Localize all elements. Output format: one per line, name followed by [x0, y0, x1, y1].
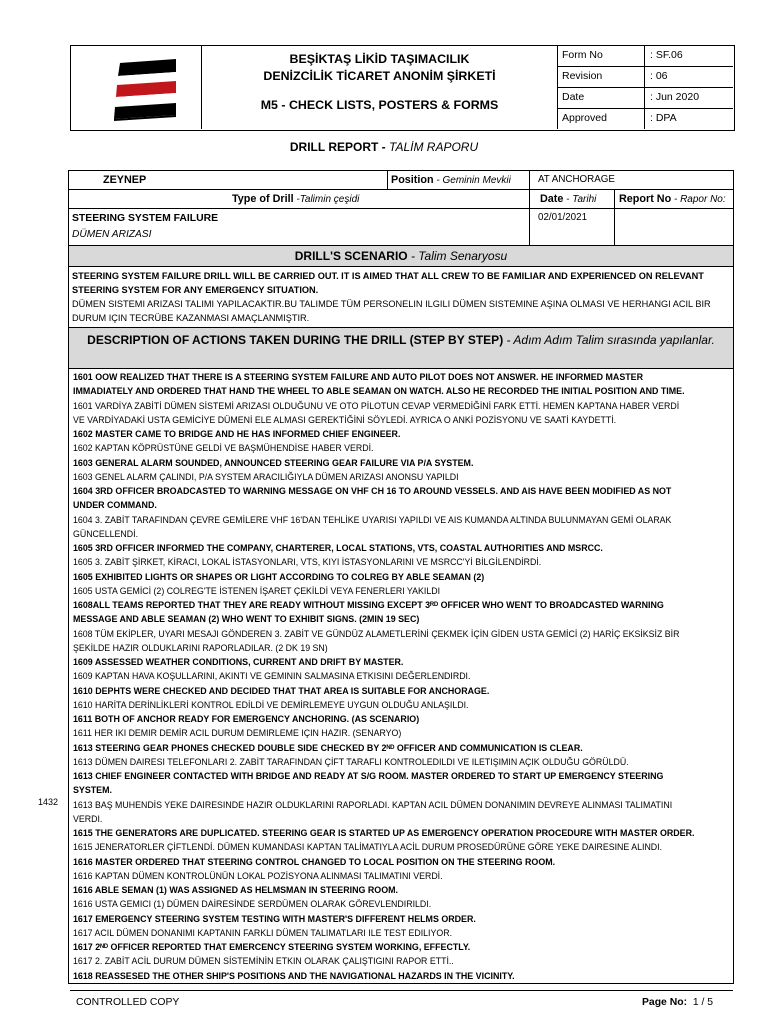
scenario-tr-line1: DÜMEN SISTEMI ARIZASI TALIMI YAPILACAKTIR.BU TALIMDE TÜM PERSONELIN ILGILI DÜMEN SISTEMINE AŞINA OLMASI VE HERHANGI ACIL BIR [72, 299, 711, 309]
description-line: 1609 KAPTAN HAVA KOŞULLARINI, AKINTI VE GEMININ SALMASINA ETKISINI DEĞERLENDIRDI. [73, 671, 471, 682]
drill-date-cell [529, 208, 615, 246]
footer-page-no: Page No: 1 / 5 [642, 997, 714, 1008]
description-line: 1605 USTA GEMİCİ (2) COLREG'TE İSTENEN İŞARET ÇEKİLDİ VEYA FENERLERI YAKILDI [73, 585, 441, 596]
meta-revision: Revision : 06 [558, 66, 733, 88]
form-meta [558, 45, 733, 129]
meta-form-no: Form No : SF.06 [558, 45, 733, 67]
scenario-tr-line2: DURUM IÇIN TECRÜBE KAZANMASI AMAÇLANMIŞTIR. [72, 313, 310, 323]
description-line: 1615 JENERATORLER ÇİFTLENDİ. DÜMEN KUMANDASI KAPTAN TALİMATIYLA ACİL DURUM PROSEDÜRÜNE GÖRE YEKE DAIRESINE ALINDI. [73, 842, 663, 853]
flag-logo-icon [70, 45, 201, 129]
description-line: GÜNCELLENDİ. [73, 528, 139, 539]
date-label-cell: Date - Tarihi [529, 189, 615, 209]
description-header: DESCRIPTION OF ACTIONS TAKEN DURING THE DRILL (STEP BY STEP) - Adım Adım Talim sırasında yapılanlar. [68, 327, 734, 369]
company-logo [70, 45, 202, 129]
description-line: 1601 OOW REALIZED THAT THERE IS A STEERING SYSTEM FAILURE AND AUTO PILOT DOES NOT ANSWER. HE INFORMED MASTER [73, 372, 644, 382]
scenario-en-line1: STEERING SYSTEM FAILURE DRILL WILL BE CARRIED OUT. IT IS AIMED THAT ALL CREW TO BE FAMILIAR AND EXPERIENCED ON RELEVANT [72, 271, 704, 281]
description-line: VE VARDİYADAKİ USTA GEMİCİYE DÜMENİ ELE ALMASI GEREKTİĞİNİ SÖYLEDİ. AYRICA O ANKİ POZİSYONU VE SAATİ KAYDETTİ. [73, 414, 617, 425]
drill-name-tr: DÜMEN ARIZASI [72, 229, 152, 240]
drill-name: STEERING SYSTEM FAILURE [72, 213, 219, 224]
company-name-line1: BEŞİKTAŞ LİKİD TAŞIMACILIK [289, 52, 470, 66]
description-line: IMMADIATELY AND ORDERED THAT HAND THE WHEEL TO ABLE SEAMAN ON WATCH. ALSO HE RECORDED THE INITIAL POSITION AND TIME. [73, 386, 685, 397]
scenario-en-line2: STEERING SYSTEM FOR ANY EMERGENCY SITUATION. [72, 285, 319, 295]
description-line: 1616 KAPTAN DÜMEN KONTROLÜNÜN LOKAL POZİSYONA ALINMASI TALIMATINI VERDİ. [73, 870, 443, 881]
position-value-cell [529, 170, 734, 190]
description-line: 1617 ACIL DÜMEN DONANIMI KAPTANIN FARKLI DÜMEN TALIMATLARI ILE TEST EDILIYOR. [73, 927, 453, 938]
description-line: SYSTEM. [73, 785, 112, 796]
type-of-drill-cell: Type of Drill -Talimin çeşidi [68, 189, 530, 209]
meta-date: Date : Jun 2020 [558, 87, 733, 109]
description-line: MESSAGE AND ABLE SEAMAN (2) WHO WENT TO EXHIBIT SIGNS. (2MIN 19 SEC) [73, 614, 420, 625]
drill-date: 02/01/2021 [538, 212, 588, 223]
description-line: 1617 2ᴺᴰ OFFICER REPORTED THAT EMERCENCY STEERING SYSTEM WORKING, EFFECTLY. [73, 942, 471, 952]
description-line: 1610 DEPHTS WERE CHECKED AND DECIDED THAT THAT AREA IS SUITABLE FOR ANCHORAGE. [73, 685, 490, 696]
description-line: 1613 DÜMEN DAIRESI TELEFONLARI 2. ZABİT TARAFINDAN ÇİFT TARAFLI KONTROLEDILDI VE ILETIŞIMIN AÇIK OLDUĞU GÖRÜLDÜ. [73, 756, 629, 767]
scenario-body [68, 266, 734, 328]
vessel-name-cell [68, 170, 388, 190]
description-line: 1617 EMERGENCY STEERING SYSTEM TESTING WITH MASTER'S DIFFERENT HELMS ORDER. [73, 913, 476, 924]
header-title-block [202, 45, 558, 129]
description-line: 1605 3. ZABİT ŞİRKET, KİRACI, LOKAL İSTASYONLARI, VTS, KIYI İSTASYONLARINI VE MSRCC'Yİ BİLGİLENDİRDİ. [73, 557, 542, 568]
report-no-label-cell: Report No - Rapor No: [614, 189, 734, 209]
description-line: 1608 TÜM EKİPLER, UYARI MESAJI GÖNDEREN 3. ZABİT VE GÜNDÜZ ALAMETLERİNİ ÇEKMEK İÇİN GİDEN USTA GEMİCİ (2) HARİÇ EKSİKSİZ BİR [73, 628, 680, 639]
description-line: 1605 3RD OFFICER INFORMED THE COMPANY, CHARTERER, LOCAL STATIONS, VTS, COASTAL AUTHORITIES AND MSRCC. [73, 543, 603, 553]
description-line: UNDER COMMAND. [73, 500, 157, 511]
side-number: 1432 [38, 797, 59, 807]
scenario-header: DRILL'S SCENARIO - Talim Senaryosu [68, 245, 734, 267]
manual-title: M5 - CHECK LISTS, POSTERS & FORMS [260, 98, 499, 112]
report-no-value-cell [614, 208, 734, 246]
description-line: 1604 3RD OFFICER BROADCASTED TO WARNING MESSAGE ON VHF CH 16 TO AROUND VESSELS. AND AIS HAVE BEEN MODIFIED AS NOT [73, 486, 672, 496]
description-line: 1613 STEERING GEAR PHONES CHECKED DOUBLE SIDE CHECKED BY 2ᴺᴰ OFFICER AND COMMUNICATION IS CLEAR. [73, 742, 583, 753]
description-line: 1611 HER IKI DEMIR DEMİR ACIL DURUM DEMIRLEME IÇIN HAZIR. (SENARYO) [73, 728, 402, 739]
description-line: 1615 THE GENERATORS ARE DUPLICATED. STEERING GEAR IS STARTED UP AS EMERGENCY OPERATION PROCEDURE WITH MASTER ORDER. [73, 828, 695, 838]
description-line: 1605 EXHIBITED LIGHTS OR SHAPES OR LIGHT ACCORDING TO COLREG BY ABLE SEAMAN (2) [73, 571, 485, 582]
description-line: 1616 MASTER ORDERED THAT STEERING CONTROL CHANGED TO LOCAL POSITION ON THE STEERING ROOM. [73, 856, 556, 867]
description-line: 1608ALL TEAMS REPORTED THAT THEY ARE READY WITHOUT MISSING EXCEPT 3ᴿᴰ OFFICER WHO WENT TO BROADCASTED WARNING [73, 600, 664, 610]
meta-approved: Approved : DPA [558, 108, 733, 129]
footer-controlled-copy: CONTROLLED COPY [76, 997, 180, 1008]
description-line: 1603 GENERAL ALARM SOUNDED, ANNOUNCED STEERING GEAR FAILURE VIA P/A SYSTEM. [73, 457, 474, 468]
footer-divider [70, 990, 733, 991]
description-line: 1617 2. ZABİT ACİL DURUM DÜMEN SİSTEMİNİN ETKIN OLARAK ÇALIŞTIGINI RAPOR ETTİ.. [73, 956, 454, 967]
description-line: 1602 KAPTAN KÖPRÜSTÜNE GELDİ VE BAŞMÜHENDİSE HABER VERDİ. [73, 443, 374, 454]
description-line: ŞEKİLDE HAZIR OLDUKLARINI RAPORLADILAR. (2 DK 19 SN) [73, 642, 328, 653]
position-label-cell: Position - Geminin Mevkii [387, 170, 530, 190]
description-line: VERDI. [73, 813, 103, 824]
company-name-line2: DENİZCİLİK TİCARET ANONİM ŞİRKETİ [263, 69, 496, 83]
description-line: 1618 REASSESED THE OTHER SHIP'S POSITIONS AND THE NAVIGATIONAL HAZARDS IN THE VICINITY. [73, 970, 515, 981]
description-line: 1610 HARİTA DERİNLİKLERİ KONTROL EDİLDİ VE DEMİRLEMEYE UYGUN OLDUĞU ANLAŞILDI. [73, 699, 469, 710]
description-line: 1601 VARDİYA ZABİTİ DÜMEN SİSTEMİ ARIZASI OLDUĞUNU VE OTO PİLOTUN CEVAP VERMEDİĞİNİ FARK ETTİ. HEMEN KAPTANA HABER VERDİ [73, 400, 680, 411]
description-body [68, 368, 734, 984]
description-line: 1613 CHIEF ENGINEER CONTACTED WITH BRIDGE AND READY AT S/G ROOM. MASTER ORDERED TO START UP EMERGENCY STEERING [73, 771, 664, 781]
description-line: 1604 3. ZABİT TARAFINDAN ÇEVRE GEMİLERE VHF 16'DAN TEHLİKE UYARISI YAPILDI VE AIS KUMANDA ALTINDA BULUNMAYAN GEMİ OLARAK [73, 514, 672, 525]
description-line: 1616 USTA GEMICI (1) DÜMEN DAİRESİNDE SERDÜMEN OLARAK GÖREVLENDIRILDI. [73, 899, 432, 910]
description-line: 1609 ASSESSED WEATHER CONDITIONS, CURRENT AND DRIFT BY MASTER. [73, 657, 404, 667]
report-title: DRILL REPORT - TALİM RAPORU [289, 140, 479, 154]
description-line: 1616 ABLE SEMAN (1) WAS ASSIGNED AS HELMSMAN IN STEERING ROOM. [73, 885, 398, 895]
drill-name-cell [68, 208, 530, 246]
description-line: 1613 BAŞ MUHENDİS YEKE DAIRESINDE HAZIR OLDUKLARINI RAPORLADI. KAPTAN ACIL DÜMEN DONANIMIN DEVREYE ALINMASI TALIMATINI [73, 799, 673, 810]
description-line: 1611 BOTH OF ANCHOR READY FOR EMERGENCY ANCHORING. (AS SCENARIO) [73, 714, 420, 724]
description-line: 1603 GENEL ALARM ÇALINDI, P/A SYSTEM ARACILIĞIYLA DÜMEN ARIZASI ANONSU YAPILDI [73, 471, 459, 482]
vessel-name: ZEYNEP [103, 174, 147, 186]
position-value: AT ANCHORAGE [538, 174, 615, 185]
description-line: 1602 MASTER CAME TO BRIDGE AND HE HAS INFORMED CHIEF ENGINEER. [73, 429, 401, 439]
